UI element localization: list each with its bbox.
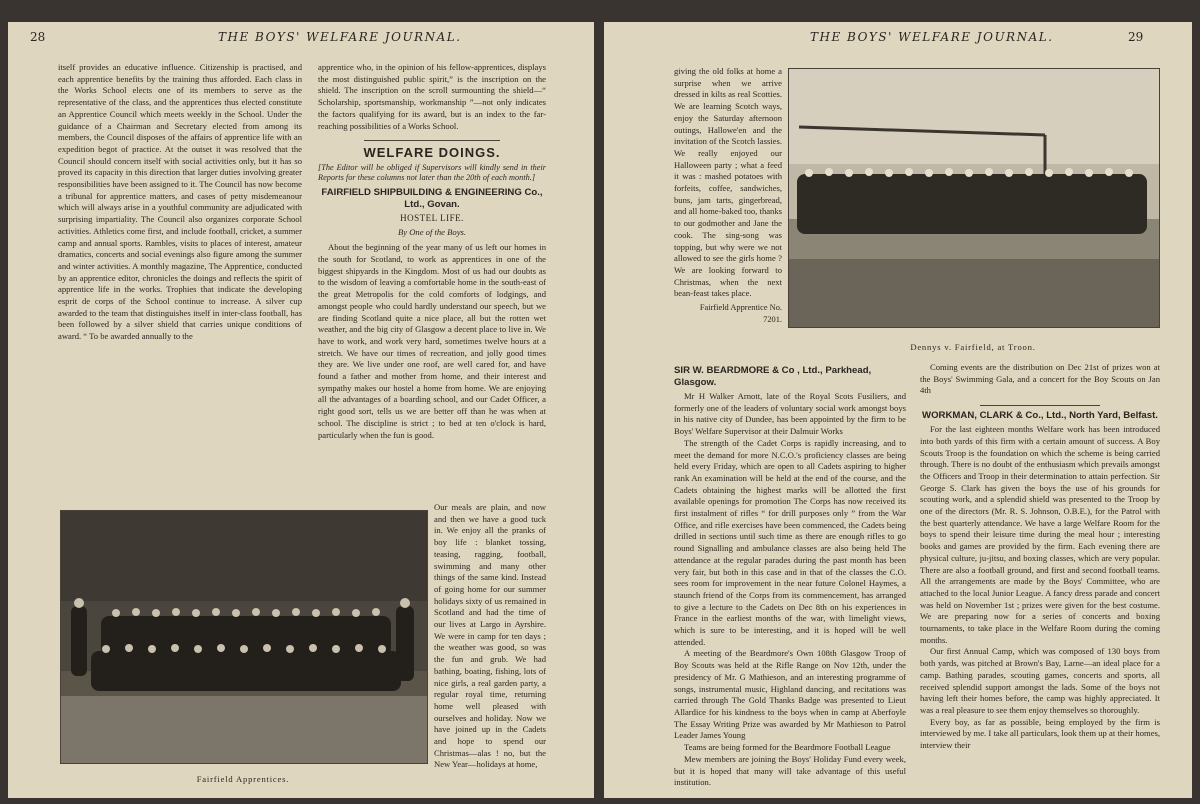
article-signature: Fairfield Apprentice No. 7201. bbox=[699, 303, 782, 324]
photo-caption-left: Fairfield Apprentices. bbox=[196, 774, 290, 784]
left-running-head bbox=[8, 30, 594, 52]
book-gutter bbox=[594, 10, 604, 804]
group-photo-illustration bbox=[61, 511, 427, 763]
right-column-1-narrow bbox=[674, 66, 782, 366]
paragraph: For the last eighteen months Welfare work has been introduced into both yards of this firm with a certain amount of success. A Boy Scouts Troop is the foundation on which the scheme is being carried through. There is no doubt of the enthusiasm which prevails amongst the Officers and Troop in their determination to attain perfection. Sir George S. Clark has given the boys the use of his grounds for scouting work, and a splendid shield was presented to the Troop by one of the directors (Mr. R. S. Johnson, O.B.E.), for the Patrol with the best quarterly attendance. We have a large Welfare Room for the boys to spend their leisure time during the meal hour ; interesting books and games are provided by the firm. Each evening there are physical culture, ju-jitsu, and boxing classes, which are very popular. There are also a football ground, and first and second football teams. All the arrangements are made by the Boys' Committee, who are attached to the local Junior League. A fancy dress parade and concert was held on November 1st ; prizes were given for the best costume. We are preparing now for a series of concerts and boxing tournaments, to take place in the Welfare Room during the coming months. bbox=[920, 424, 1160, 645]
right-column-2 bbox=[920, 362, 1160, 798]
paragraph: About the beginning of the year many of us left our homes in the south for Scotland, to work as apprentices in one of the biggest shipyards in the Kingdom. Most of us had our doubts as to the wisdom of leaving a comfortable home in the south-east of the great Metropolis for the cold comforts of lodgings, and amongst people who could hardly understand our speech, but we are finding Scotland quite a nice place, all but the rotten wet weather, and the big city of Glasgow a decent place to live in. We have to work, and work very hard, sometimes twelve hours at a stretch. We have our times of recreation, and jolly good times they are. We live under one roof, are well cared for, and have found a father and mother from home, and their interest and sympathy makes our hostel a home from home. We are enjoying all the advantages of a boarding school, and our Cadet Officer, a right good sort, tells us we are better off than he was when at school. The discipline is strict ; to bed at ten o'clock is hard, particularly when the fun is good. bbox=[318, 242, 546, 440]
right-running-head bbox=[604, 30, 1192, 52]
paragraph: Our meals are plain, and now and then we have a good tuck in. We enjoy all the pranks of boy life : blanket tossing, teasing, ragging, football, swimming and many other things of the same kind. Instead of going home for our summer holidays sixty of us remained in Scotland and had the time of our lives at Largo in Ayrshire. We were in camp for ten days ; the weather was good, so was the fun and grub. We had bathing, boating, fishing, lots of nice girls, a real garden party, a regular royal time, returning home well pleased with ourselves and holiday. Now we have joined up in the Cadets and hope to spend our Christmas—alas ! no, but the New Year—holidays at home, bbox=[434, 502, 546, 770]
paragraph: apprentice who, in the opinion of his fellow-apprentices, displays the most distinguished public spirit,” is the inscription on the shield. The inscription on the scroll surmounting the shield—“ Scholarship, sportsmanship, workmanship ”—not only indicates the factors qualifying for its award, but is an index to the far-reaching possibilities of a Works School. bbox=[318, 62, 546, 131]
photo-football-teams bbox=[788, 68, 1160, 328]
firm-heading-workman-clark: WORKMAN, CLARK & Co., Ltd., North Yard, Belfast. bbox=[922, 410, 1158, 422]
paragraph: Mew members are joining the Boys' Holiday Fund every week, but it is hoped that many will take advantage of this useful institution. bbox=[674, 753, 906, 788]
journal-title-left: THE BOYS' WELFARE JOURNAL. bbox=[218, 30, 462, 44]
paragraph: Coming events are the distribution on Dec 21st of prizes won at the Boys' Swimming Gala, and a concert for the Boy Scouts on Jan 4th bbox=[920, 362, 1160, 396]
page-number-right: 29 bbox=[1128, 30, 1144, 44]
paragraph: A meeting of the Beardmore's Own 108th Glasgow Troop of Boy Scouts was held at the Rifle Range on Nov 12th, under the presidency of Mr. G Mathieson, and an interesting programme of songs, instrumental music, Highland dancing, and recitations was carried through The Gold Thanks Badge was presented to Lieut Allardice for his kindness to the boys when in camp at Aberfoyle The Essay Writing Prize was awarded by Mr Mathieson to Patrol Leader James Young bbox=[674, 648, 906, 741]
divider bbox=[364, 140, 501, 141]
paragraph: Mr H Walker Arnott, late of the Royal Scots Fusiliers, and formerly one of the leaders of voluntary social work amongst boys in his native city of Dundee, has been appointed by the firm to be Boys' Welfare Supervisor at their Dalmuir Works bbox=[674, 391, 906, 437]
journal-title-right: THE BOYS' WELFARE JOURNAL. bbox=[810, 30, 1054, 44]
page-number-left: 28 bbox=[30, 30, 46, 44]
photo-caption-right: Dennys v. Fairfield, at Troon. bbox=[910, 342, 1036, 352]
right-page bbox=[604, 22, 1192, 798]
paragraph: Our first Annual Camp, which was composed of 130 boys from both yards, was pitched at Brown's Bay, Larne—an ideal place for a camp. Bathing parades, scouting games, concerts and sports, all received splendid support amongst the lads. Some of the boys not having left their homes before, the camp was highly appreciated. It was a real pleasure to see them enjoy themselves so thoroughly. bbox=[920, 646, 1160, 715]
paragraph: The strength of the Cadet Corps is rapidly increasing, and to meet the demand for more N.C.O.'s proficiency classes are being held every Friday, which are open to all Cadets aspiring to higher rank An examination will be held at the end of the course, and the Cadets obtaining the highest marks will be allotted the first available openings for promotion The Corps has now received its first instalment of rifles “ for drill purposes only ” from the War Office, and rifle exercises have been commenced, the Cadets being drilled in sections until such time as there are enough rifles to go round Signalling and ambulance classes are also being held The attendance at the regular parades during the past month has been very fair, but both in this case and in that of the classes the C.O. sees room for improvement in the near future Colonel Haymes, a staunch friend of the Corps from its commencement, has arranged to give a lecture to the Cadets on Dec 8th on his experiences in France in the earliest months of the war, with limelight views, which is sure to be interesting, and it is hoped will be well attended. bbox=[674, 437, 906, 647]
firm-heading-beardmore: SIR W. BEARDMORE & Co , Ltd., Parkhead, Glasgow. bbox=[674, 365, 872, 388]
section-title: WELFARE DOINGS. bbox=[363, 145, 501, 161]
left-column-2-narrow bbox=[434, 502, 546, 798]
paragraph: itself provides an educative influence. Citizenship is practised, and each apprentice benefits by the training thus afforded. Each class in the Works School elects one of its members to serve as the representative of the class, and the apprentices thus elected constitute an Apprentice Council which meets weekly in the School. Under the guidance of a Chairman and Secretary elected from among its members, the Council disposes of the affairs of apprentice life with an expedition begot of practice. At the outset it was resolved that the Council should concern itself with social activities only, but it has so proved its capacity in this direction that larger duties involving greater responsibilities have been assigned to it. The Council has now become a tribunal for apprentice matters, and cases of petty misdemeanour which will always arise in a youthful community are adjudicated with surprising impartiality. The Council also organizes corporate School activities. Athletics come first, and include football, cricket, a summer camp and annual sports. Rambles, visits to places of interest, amateur dramatics, concerts and social evenings also figure among the summer and winter activities. A monthly magazine, The Apprentice, conducted by an apprentice editor, chronicles the doings and reflects the spirit of apprentice life in the works. Trophies that indicate the developing esprit de corps of the School continue to increase. A silver cup awarded to the team that distinguishes itself in inter-class football, has been followed by a silver shield that carries unique conditions of award. “ To be awarded annually to the bbox=[58, 62, 302, 342]
photo-fairfield-apprentices bbox=[60, 510, 428, 764]
editor-note: [The Editor will be obliged if Supervisors will kindly send in their Reports for these columns not later than the 20th of each month.] bbox=[318, 162, 546, 183]
paragraph: Teams are being formed for the Beardmore Football League bbox=[684, 742, 891, 753]
article-subtitle: HOSTEL LIFE. bbox=[400, 212, 464, 223]
firm-heading-fairfield: FAIRFIELD SHIPBUILDING & ENGINEERING Co., Ltd., Govan. bbox=[321, 186, 543, 210]
paragraph: Every boy, as far as possible, being employed by the firm is interviewed by me. I take all particulars, look them up at their homes, interview their bbox=[920, 716, 1160, 751]
left-page bbox=[8, 22, 594, 798]
article-byline: By One of the Boys. bbox=[397, 226, 466, 237]
divider bbox=[980, 405, 1100, 406]
paragraph: giving the old folks at home a surprise when we arrive dressed in kilts as real Scotties. We are learning Scotch ways, enjoy the Saturday afternoon outings, Hallowe'en and the invitation of the Scotch lassies. We really enjoyed our Halloween party ; what a feed it was : mashed potatoes with forfeits, coffee, sandwiches, buns, jam tarts, gingerbread, and all home-baked too, thanks to our godmother and Jane the cook. The sing-song was topping, but why were we not allowed to see the girls home ? We are looking forward to Christmas, when the next bean-feast takes place. bbox=[674, 66, 782, 299]
right-column-1 bbox=[674, 362, 906, 798]
left-column-1 bbox=[58, 62, 302, 500]
football-photo-illustration bbox=[789, 69, 1159, 327]
